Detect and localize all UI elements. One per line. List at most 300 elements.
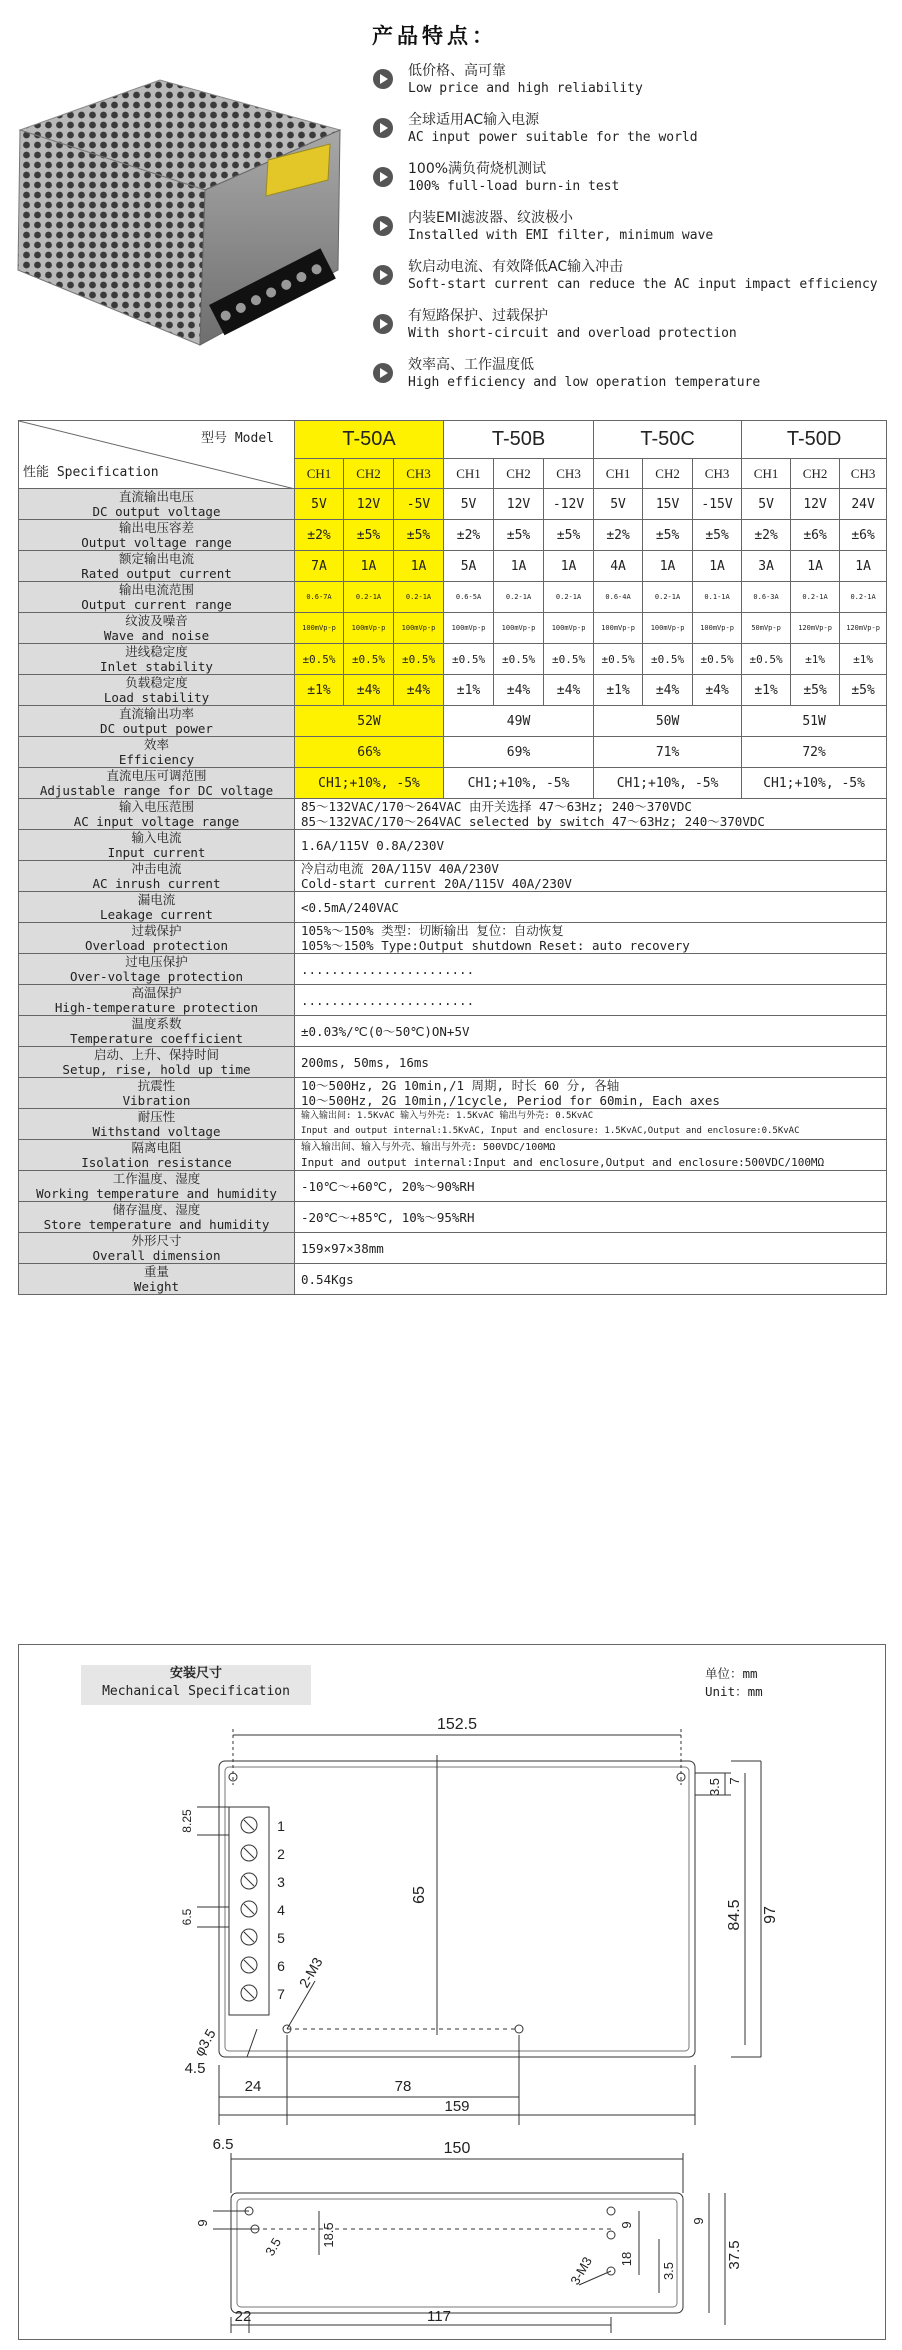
spec-label-cell <box>19 923 295 954</box>
label-en: Vibration <box>122 1093 191 1108</box>
dim-width: 152.5 <box>436 1716 478 1733</box>
spec-row <box>19 1233 887 1264</box>
spec-label-cell <box>19 613 295 644</box>
value-cell: 100mVp-p <box>394 613 444 644</box>
spec-label-cell <box>19 737 295 768</box>
feature-cn: 低价格、高可靠 <box>408 63 506 79</box>
dim-right-c: 84.5 <box>726 1899 743 1931</box>
spec-label-cell <box>19 1047 295 1078</box>
spec-label-cell <box>19 1109 295 1140</box>
channel-header: CH2 <box>791 459 840 489</box>
value-cell: 50mVp-p <box>742 613 791 644</box>
spec-label-cell <box>19 985 295 1016</box>
value-cell: ±2% <box>444 520 494 551</box>
spec-row <box>19 1171 887 1202</box>
value-cell: ±5% <box>791 675 840 706</box>
spec-row <box>19 582 887 613</box>
unit-en: Unit：mm <box>705 1684 763 1699</box>
value-line: ....................... <box>301 961 475 977</box>
value-cell: 1A <box>840 551 887 582</box>
value-cell: ±4% <box>344 675 394 706</box>
value-cell: ±0.5% <box>344 644 394 675</box>
channel-header: CH3 <box>544 459 594 489</box>
value-cell: ±6% <box>791 520 840 551</box>
value-cell: CH1;+10%, -5% <box>295 768 444 799</box>
value-cell: 100mVp-p <box>544 613 594 644</box>
feature-en: Installed with EMI filter, minimum wave <box>408 228 714 243</box>
dim-side-hole: 3.5 <box>262 2235 285 2259</box>
spec-label-cell <box>19 1233 295 1264</box>
value-line: -10℃～+60℃, 20%～90%RH <box>301 1178 475 1194</box>
value-cell: ±1% <box>295 675 344 706</box>
value-cell: 0.2-1A <box>544 582 594 613</box>
channel-header: CH1 <box>742 459 791 489</box>
value-cell <box>295 1140 887 1171</box>
value-cell: ±2% <box>594 520 643 551</box>
value-cell <box>295 923 887 954</box>
label-en: Wave and noise <box>103 628 210 643</box>
label-cn: 纹波及噪音 <box>125 613 188 628</box>
label-en: Inlet stability <box>100 659 213 674</box>
spec-row <box>19 985 887 1016</box>
model-header: T-50C <box>594 421 742 459</box>
spec-label-cell <box>19 1140 295 1171</box>
value-cell: 0.6-3A <box>742 582 791 613</box>
value-cell: 100mVp-p <box>344 613 394 644</box>
features-title: 产品特点： <box>372 24 497 48</box>
dim-right-a: 3.5 <box>707 1777 722 1797</box>
feature-item <box>368 160 898 209</box>
value-cell: ±4% <box>494 675 544 706</box>
spec-row <box>19 1140 887 1171</box>
value-cell: ±0.5% <box>742 644 791 675</box>
value-cell: 100mVp-p <box>295 613 344 644</box>
label-cn: 过载保护 <box>131 923 182 938</box>
terminal-label: 3 <box>277 1874 285 1890</box>
value-cell <box>295 985 887 1016</box>
dim-left-offset: 4.5 <box>184 2060 206 2077</box>
value-cell <box>295 861 887 892</box>
value-cell: 5V <box>295 489 344 520</box>
value-line: Cold-start current 20A/115V 40A/230V <box>301 876 572 891</box>
spec-table <box>18 420 887 1295</box>
value-cell: 3A <box>742 551 791 582</box>
spec-row <box>19 892 887 923</box>
value-cell: 12V <box>791 489 840 520</box>
label-cn: 负载稳定度 <box>125 675 188 690</box>
value-cell <box>295 892 887 923</box>
model-header: T-50B <box>444 421 594 459</box>
feature-item <box>368 307 898 356</box>
dim-side-right-d: 9 <box>691 2217 706 2225</box>
value-cell: ±0.5% <box>494 644 544 675</box>
mechanical-title-en: Mechanical Specification <box>102 1684 290 1699</box>
spec-label-cell <box>19 1264 295 1295</box>
spec-row <box>19 861 887 892</box>
value-cell: 71% <box>594 737 742 768</box>
label-en: Isolation resistance <box>81 1155 232 1170</box>
label-cn: 过电压保护 <box>125 954 188 969</box>
dim-side-bottom-a: 22 <box>234 2308 252 2325</box>
mechanical-title-cn: 安装尺寸 <box>169 1666 222 1681</box>
value-cell: ±0.5% <box>444 644 494 675</box>
mechanical-section <box>18 1644 886 2340</box>
dim-side-left-a: 9 <box>195 2219 210 2227</box>
channel-header: CH2 <box>643 459 693 489</box>
label-en: AC input voltage range <box>73 814 240 829</box>
channel-header: CH3 <box>840 459 887 489</box>
dim-side-right-b: 18 <box>619 2251 634 2267</box>
value-cell: 0.6-7A <box>295 582 344 613</box>
value-cell: ±1% <box>840 644 887 675</box>
dim-side-width: 150 <box>443 2140 471 2157</box>
arrow-icon <box>372 313 394 335</box>
value-line: 10～500Hz, 2G 10min,/1 周期, 时长 60 分, 各轴 <box>301 1078 620 1093</box>
label-cn: 启动、上升、保持时间 <box>93 1047 219 1062</box>
value-line: 85～132VAC/170～264VAC selected by switch 47～63Hz; 240～370VDC <box>301 814 765 829</box>
spec-row <box>19 520 887 551</box>
value-cell: 120mVp-p <box>840 613 887 644</box>
dim-bottom-a: 24 <box>244 2078 262 2095</box>
channel-header: CH3 <box>693 459 742 489</box>
value-cell: 50W <box>594 706 742 737</box>
terminal-label: 1 <box>277 1818 285 1834</box>
feature-item <box>368 111 898 160</box>
spec-label-cell <box>19 582 295 613</box>
dim-bottom-total: 159 <box>444 2098 470 2115</box>
label-en: DC output power <box>100 721 213 736</box>
label-en: Output voltage range <box>81 535 232 550</box>
spec-row <box>19 830 887 861</box>
label-cn: 工作温度、湿度 <box>112 1171 201 1186</box>
spec-row <box>19 613 887 644</box>
feature-cn: 全球适用AC输入电源 <box>408 112 540 128</box>
value-cell <box>295 1047 887 1078</box>
value-cell: 100mVp-p <box>594 613 643 644</box>
spec-row <box>19 1047 887 1078</box>
label-en: Leakage current <box>100 907 213 922</box>
value-cell: ±5% <box>643 520 693 551</box>
arrow-icon <box>372 264 394 286</box>
label-en: AC inrush current <box>92 876 221 891</box>
value-cell: 1A <box>344 551 394 582</box>
value-cell: 120mVp-p <box>791 613 840 644</box>
value-cell: ±0.5% <box>295 644 344 675</box>
value-cell: 1A <box>643 551 693 582</box>
spec-row <box>19 737 887 768</box>
label-en: Temperature coefficient <box>69 1031 244 1046</box>
value-cell: 69% <box>444 737 594 768</box>
value-cell: 100mVp-p <box>693 613 742 644</box>
value-cell: 72% <box>742 737 887 768</box>
value-cell: ±6% <box>840 520 887 551</box>
value-cell: -5V <box>394 489 444 520</box>
label-en: DC output voltage <box>92 504 221 519</box>
spec-label-cell <box>19 799 295 830</box>
value-cell: ±0.5% <box>693 644 742 675</box>
value-cell: 15V <box>643 489 693 520</box>
value-cell: ±1% <box>594 675 643 706</box>
value-cell: ±4% <box>693 675 742 706</box>
spec-label-cell <box>19 706 295 737</box>
spec-row <box>19 1016 887 1047</box>
value-line: 85～132VAC/170～264VAC 由开关选择 47～63Hz; 240～370VDC <box>301 799 692 814</box>
feature-en: AC input power suitable for the world <box>408 130 698 145</box>
label-cn: 重量 <box>143 1264 169 1279</box>
label-cn: 输入电压范围 <box>118 799 194 814</box>
label-cn: 进线稳定度 <box>125 644 188 659</box>
dim-side-right-a: 9 <box>619 2221 634 2229</box>
arrow-icon <box>372 117 394 139</box>
value-cell: ±5% <box>544 520 594 551</box>
label-cn: 耐压性 <box>137 1109 176 1124</box>
spec-label-cell <box>19 892 295 923</box>
terminal-label: 6 <box>277 1958 285 1974</box>
value-cell: 49W <box>444 706 594 737</box>
label-cn: 高温保护 <box>131 985 182 1000</box>
spec-row <box>19 675 887 706</box>
value-cell: 24V <box>840 489 887 520</box>
spec-label-cell <box>19 1078 295 1109</box>
value-cell: 1A <box>394 551 444 582</box>
value-cell: 0.2-1A <box>791 582 840 613</box>
value-cell <box>295 1109 887 1140</box>
label-cn: 抗震性 <box>137 1078 176 1093</box>
value-cell: ±1% <box>742 675 791 706</box>
value-line: 1.6A/115V 0.8A/230V <box>301 837 444 853</box>
value-cell: ±1% <box>444 675 494 706</box>
model-header: T-50A <box>295 421 444 459</box>
feature-item <box>368 258 898 307</box>
label-en: Adjustable range for DC voltage <box>39 783 274 798</box>
feature-cn: 效率高、工作温度低 <box>408 357 534 373</box>
value-cell: 51W <box>742 706 887 737</box>
value-line: 输入输出间: 1.5KvAC 输入与外壳: 1.5KvAC 输出与外壳: 0.5KvAC <box>301 1111 594 1121</box>
label-en: Efficiency <box>118 752 195 767</box>
spec-row <box>19 1264 887 1295</box>
value-cell <box>295 1264 887 1295</box>
value-cell: 12V <box>344 489 394 520</box>
feature-cn: 内装EMI滤波器、纹波极小 <box>408 210 574 226</box>
label-en: Overload protection <box>85 938 228 953</box>
dim-side-right-c: 3.5 <box>661 2261 676 2281</box>
arrow-icon <box>372 215 394 237</box>
value-cell: 66% <box>295 737 444 768</box>
value-cell: -12V <box>544 489 594 520</box>
dim-right-d: 97 <box>762 1906 779 1924</box>
value-cell <box>295 1016 887 1047</box>
value-cell: ±5% <box>344 520 394 551</box>
feature-en: Soft-start current can reduce the AC input impact efficiency <box>408 277 878 292</box>
value-cell: 0.6-4A <box>594 582 643 613</box>
dim-right-b: 7 <box>727 1777 742 1785</box>
value-line: 159×97×38mm <box>301 1240 384 1256</box>
feature-en: Low price and high reliability <box>408 81 643 96</box>
value-cell: CH1;+10%, -5% <box>444 768 594 799</box>
label-en: High-temperature protection <box>54 1000 259 1015</box>
channel-header: CH3 <box>394 459 444 489</box>
spec-label-cell <box>19 1202 295 1233</box>
value-cell: CH1;+10%, -5% <box>742 768 887 799</box>
label-cn: 储存温度、湿度 <box>112 1202 201 1217</box>
label-en: Overall dimension <box>92 1248 221 1263</box>
arrow-icon <box>372 68 394 90</box>
dim-side-left-b: 18.5 <box>321 2222 336 2248</box>
channel-header: CH1 <box>594 459 643 489</box>
value-cell: CH1;+10%, -5% <box>594 768 742 799</box>
value-cell: ±2% <box>295 520 344 551</box>
dim-height-inner: 65 <box>411 1886 428 1904</box>
value-cell <box>295 1233 887 1264</box>
label-en: Withstand voltage <box>92 1124 221 1139</box>
arrow-icon <box>372 362 394 384</box>
value-cell: ±2% <box>742 520 791 551</box>
feature-en: With short-circuit and overload protection <box>408 326 737 341</box>
value-cell: 5V <box>594 489 643 520</box>
value-cell: ±4% <box>643 675 693 706</box>
label-cn: 漏电流 <box>137 892 176 907</box>
label-cn: 额定输出电流 <box>118 551 194 566</box>
value-cell: 0.6-5A <box>444 582 494 613</box>
value-line: <0.5mA/240VAC <box>301 899 399 915</box>
feature-item <box>368 209 898 258</box>
value-cell: ±0.5% <box>544 644 594 675</box>
value-cell <box>295 799 887 830</box>
spec-row <box>19 1109 887 1140</box>
model-label: 型号 Model <box>201 431 274 446</box>
value-cell: 0.1-1A <box>693 582 742 613</box>
product-image <box>10 70 350 370</box>
value-cell: 0.2-1A <box>643 582 693 613</box>
value-cell: ±1% <box>791 644 840 675</box>
value-line: 输入输出间、输入与外壳、输出与外壳: 500VDC/100MΩ <box>301 1142 556 1153</box>
spec-label-cell <box>19 861 295 892</box>
dim-side-left-offset: 6.5 <box>212 2136 234 2153</box>
value-cell: ±5% <box>693 520 742 551</box>
value-line: 105%～150% 类型：切断输出 复位：自动恢复 <box>301 923 564 938</box>
feature-en: High efficiency and low operation temperature <box>408 375 761 390</box>
label-cn: 直流输出电压 <box>118 489 194 504</box>
value-line: 冷启动电流 20A/115V 40A/230V <box>301 861 499 876</box>
unit-cn: 单位：mm <box>705 1666 758 1681</box>
label-cn: 外形尺寸 <box>131 1233 182 1248</box>
spec-row <box>19 489 887 520</box>
value-cell: 1A <box>791 551 840 582</box>
value-cell <box>295 830 887 861</box>
spec-label-cell <box>19 644 295 675</box>
dim-pitch-b: 6.5 <box>180 1908 194 1926</box>
feature-item <box>368 62 898 111</box>
dim-pitch-a: 8.25 <box>180 1809 194 1833</box>
label-cn: 效率 <box>143 737 169 752</box>
value-line: Input and output internal:1.5KvAC, Input and enclosure: 1.5KvAC,Output and enclosure:0.5KvAC <box>301 1126 800 1136</box>
terminal-label: 5 <box>277 1930 285 1946</box>
label-cn: 冲击电流 <box>131 861 182 876</box>
label-en: Store temperature and humidity <box>43 1217 270 1232</box>
spec-label-cell <box>19 830 295 861</box>
value-line: ±0.03%/℃(0～50℃)ON+5V <box>301 1023 470 1039</box>
value-cell: 52W <box>295 706 444 737</box>
spec-row <box>19 768 887 799</box>
header-row <box>19 421 887 459</box>
spec-row <box>19 644 887 675</box>
value-cell: ±4% <box>544 675 594 706</box>
value-cell: 100mVp-p <box>494 613 544 644</box>
spec-label-cell <box>19 1016 295 1047</box>
feature-cn: 100%满负荷烧机测试 <box>408 161 547 177</box>
value-cell <box>295 1078 887 1109</box>
value-cell: ±5% <box>394 520 444 551</box>
label-en: Load stability <box>103 690 210 705</box>
label-cn: 直流电压可调范围 <box>106 768 207 783</box>
label-cn: 输出电流范围 <box>118 582 194 597</box>
feature-list <box>368 62 898 405</box>
dim-side-hole2: 3-M3 <box>567 2254 596 2288</box>
value-cell <box>295 1171 887 1202</box>
arrow-icon <box>372 166 394 188</box>
label-en: Output current range <box>81 597 232 612</box>
value-cell: 100mVp-p <box>643 613 693 644</box>
value-line: 200ms, 50ms, 16ms <box>301 1054 429 1070</box>
value-cell: 5A <box>444 551 494 582</box>
dim-hole-label: 2-M3 <box>295 1954 326 1991</box>
value-cell: -15V <box>693 489 742 520</box>
dim-side-right-e: 37.5 <box>726 2240 743 2270</box>
dim-bottom-b: 78 <box>394 2078 412 2095</box>
value-line: 10～500Hz, 2G 10min,/1cycle, Period for 60min, Each axes <box>301 1093 720 1108</box>
label-en: Over-voltage protection <box>69 969 244 984</box>
feature-item <box>368 356 898 405</box>
spec-row <box>19 1202 887 1233</box>
terminal-label: 2 <box>277 1846 285 1862</box>
channel-header: CH1 <box>444 459 494 489</box>
value-cell: ±5% <box>494 520 544 551</box>
value-line: 0.54Kgs <box>301 1271 354 1287</box>
value-cell: 0.2-1A <box>344 582 394 613</box>
dim-hole-dia: φ3.5 <box>190 2026 219 2059</box>
value-cell: 5V <box>742 489 791 520</box>
value-line: -20℃～+85℃, 10%～95%RH <box>301 1209 475 1225</box>
label-en: Setup, rise, hold up time <box>62 1062 251 1077</box>
spec-label-cell <box>19 1171 295 1202</box>
channel-header: CH2 <box>494 459 544 489</box>
value-cell: 0.2-1A <box>394 582 444 613</box>
header-corner <box>19 421 295 489</box>
value-cell: 1A <box>693 551 742 582</box>
value-cell: 7A <box>295 551 344 582</box>
mechanical-drawing <box>19 1645 885 2339</box>
spec-label-cell <box>19 675 295 706</box>
spec-label-cell <box>19 489 295 520</box>
value-cell: ±5% <box>840 675 887 706</box>
feature-cn: 软启动电流、有效降低AC输入冲击 <box>408 259 624 275</box>
spec-row <box>19 799 887 830</box>
value-cell: ±4% <box>394 675 444 706</box>
value-cell: 4A <box>594 551 643 582</box>
spec-label-cell <box>19 520 295 551</box>
value-cell: 0.2-1A <box>840 582 887 613</box>
model-header: T-50D <box>742 421 887 459</box>
value-cell: 1A <box>544 551 594 582</box>
spec-row <box>19 706 887 737</box>
value-cell: 1A <box>494 551 544 582</box>
dim-side-bottom-b: 117 <box>427 2308 451 2325</box>
value-line: Input and output internal:Input and enclosure,Output and enclosure:500VDC/100MΩ <box>301 1156 825 1169</box>
value-cell <box>295 954 887 985</box>
channel-header: CH1 <box>295 459 344 489</box>
spec-label: 性能 Specification <box>23 465 159 480</box>
value-line: ....................... <box>301 992 475 1008</box>
